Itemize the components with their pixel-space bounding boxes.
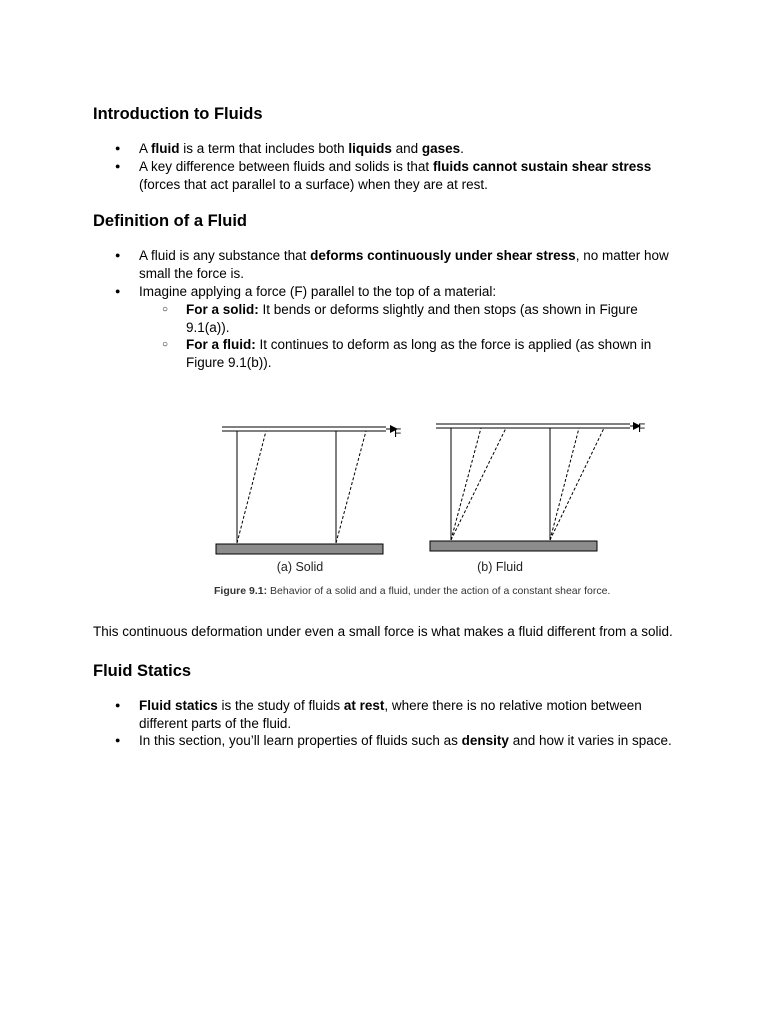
intro-list (93, 140, 678, 193)
deformed-edge (336, 431, 366, 543)
text-run: and how it varies in space. (508, 733, 672, 749)
sub-list-item (139, 336, 678, 372)
text-run: It continues to deform as long as the force is applied (as shown in Figure 9.1(b)). (186, 337, 652, 371)
text-run: is a term that includes both (179, 141, 349, 156)
bold-text: Fluid statics (139, 697, 218, 713)
statics-list (93, 697, 678, 750)
deformed-edge (237, 431, 266, 543)
text-run: In this section, you’ll learn properties of fluids such as (139, 733, 462, 749)
list-item (93, 283, 678, 372)
bold-text: For a fluid: (186, 337, 256, 353)
list-item-text (139, 284, 496, 299)
bold-text: gases (421, 141, 461, 156)
text-run: (forces that act parallel to a surface) when they are at rest. (139, 176, 488, 192)
deformed-edge (550, 428, 579, 540)
text-run: , no matter how small the force is. (139, 248, 669, 282)
base-plate (216, 544, 383, 554)
solid-diagram (216, 425, 401, 574)
bold-text: fluids cannot sustain shear stress (432, 158, 652, 174)
heading-intro: Introduction to Fluids (93, 105, 263, 123)
shear-diagram (210, 418, 660, 603)
definition-list (93, 247, 678, 372)
list-item (93, 158, 678, 194)
bold-text: density (461, 733, 509, 749)
text-run: A fluid is any substance that (139, 248, 311, 264)
text-run: and (391, 141, 422, 156)
label-solid: (a) Solid (276, 560, 324, 574)
text-run: is the study of fluids (217, 697, 344, 713)
bold-text: liquids (348, 141, 392, 156)
list-item (93, 697, 678, 733)
base-plate (430, 541, 597, 551)
list-item (93, 140, 678, 158)
bold-text: fluid (151, 141, 180, 156)
text-run: , where there is no relative motion between different parts of the fluid. (139, 697, 642, 731)
force-label: F (638, 421, 646, 435)
paragraph: This continuous deformation under even a small force is what makes a fluid different from a solid. (93, 623, 673, 639)
text-run: . (460, 141, 464, 156)
deformed-edge (550, 428, 604, 540)
label-fluid: (b) Fluid (477, 560, 523, 574)
force-label: F (394, 426, 402, 440)
caption-text: Behavior of a solid and a fluid, under the action of a constant shear force. (267, 585, 611, 597)
sub-list (139, 301, 678, 372)
sub-list-item (139, 301, 678, 337)
caption-prefix: Figure 9.1: (214, 585, 268, 597)
bold-text: For a solid: (186, 301, 259, 317)
fluid-diagram (430, 421, 645, 574)
heading-definition: Definition of a Fluid (93, 212, 247, 231)
figure-9-1 (210, 418, 660, 603)
deformed-edge (451, 428, 481, 540)
heading-statics: Fluid Statics (93, 661, 192, 680)
figure-caption (214, 585, 610, 597)
deformed-edge (451, 428, 506, 540)
bold-text: deforms continuously under shear stress (310, 248, 576, 264)
text-run: It bends or deforms slightly and then stops (as shown in Figure 9.1(a)). (186, 301, 638, 335)
bold-text: at rest (343, 697, 385, 713)
text-run: A (139, 141, 152, 156)
text-run: Imagine applying a force (F) parallel to the top of a material: (139, 283, 497, 299)
list-item (93, 732, 678, 750)
list-item (93, 247, 678, 283)
text-run: A key difference between fluids and solids is that (139, 158, 433, 174)
